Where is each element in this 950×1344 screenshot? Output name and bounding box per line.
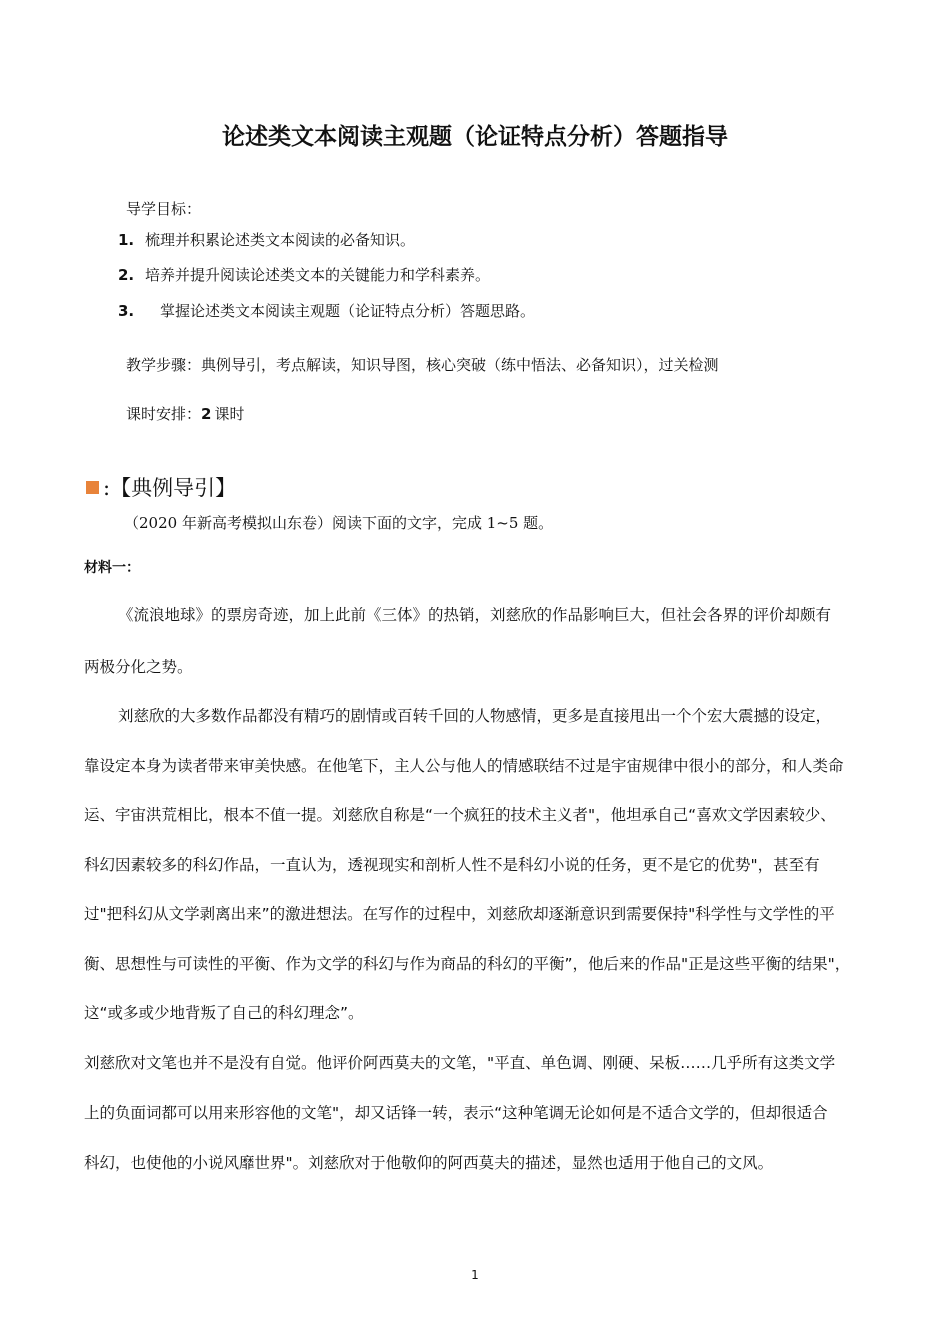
paragraph-line: 科幻，也使他的小说风靡世界"。刘慈欣对于他敬仰的阿西莫夫的描述，显然也适用于他自己的文风。 — [84, 1154, 774, 1172]
paragraph-line: 过"把科幻从文学剥离出来”的激进想法。在写作的过程中，刘慈欣却逐渐意识到需要保持"科学性与文学性的平 — [84, 905, 835, 923]
paragraph-line: 衡、思想性与可读性的平衡、作为文学的科幻与作为商品的科幻的平衡”，他后来的作品"正是这些平衡的结果"， — [84, 955, 851, 973]
paragraph-line: 刘慈欣的大多数作品都没有精巧的剧情或百转千回的人物感情，更多是直接甩出一个个宏大震撼的设定， — [118, 707, 832, 725]
goal-number: 1. — [118, 231, 135, 249]
paragraph-line: 两极分化之势。 — [84, 658, 193, 676]
goal-item-2 — [118, 264, 490, 285]
material-label: 材料一： — [84, 560, 140, 576]
goals-heading: 导学目标： — [126, 200, 202, 218]
goal-text: 掌握论述类文本阅读主观题（论证特点分析）答题思路。 — [160, 302, 536, 320]
orange-square-icon — [86, 481, 99, 494]
section-colon: : — [103, 476, 111, 500]
teaching-steps: 教学步骤：典例导引，考点解读，知识导图，核心突破（练中悟法、必备知识），过关检测 — [126, 356, 719, 374]
paragraph-line: 靠设定本身为读者带来审美快感。在他笔下，主人公与他人的情感联结不过是宇宙规律中很小的部分，和人类命 — [84, 757, 844, 775]
paragraph-line: 这“或多或少地背叛了自己的科幻理念”。 — [84, 1004, 364, 1022]
paragraph-line: 科幻因素较多的科幻作品，一直认为，透视现实和剖析人性不是科幻小说的任务，更不是它的优势"，甚至有 — [84, 856, 820, 874]
schedule-label: 课时安排： — [126, 405, 202, 423]
source-line: （2020 年新高考模拟山东卷）阅读下面的文字，完成 1~5 题。 — [124, 514, 554, 532]
paragraph-line: 上的负面词都可以用来形容他的文笔"，却又话锋一转，表示“这种笔调无论如何是不适合文学的，但却很适合 — [84, 1104, 828, 1122]
section-title: 【典例导引】 — [110, 476, 237, 500]
goal-item-3 — [118, 300, 535, 321]
goal-text: 培养并提升阅读论述类文本的关键能力和学科素养。 — [145, 266, 491, 284]
page-title: 论述类文本阅读主观题（论证特点分析）答题指导 — [222, 124, 728, 150]
paragraph-line: 《流浪地球》的票房奇迹，加上此前《三体》的热销，刘慈欣的作品影响巨大，但社会各界的评价却颇有 — [118, 606, 832, 624]
paragraph-line: 刘慈欣对文笔也并不是没有自觉。他评价阿西莫夫的文笔，"平直、单色调、刚硬、呆板……几乎所有这类文学 — [84, 1054, 836, 1072]
section-heading — [86, 472, 236, 502]
goal-item-1 — [118, 229, 415, 250]
goal-number: 3. — [118, 302, 135, 320]
goal-number: 2. — [118, 266, 135, 284]
schedule-unit: 课时 — [214, 405, 245, 423]
page-number: 1 — [471, 1268, 479, 1282]
goal-text: 梳理并积累论述类文本阅读的必备知识。 — [145, 231, 416, 249]
paragraph-line: 运、宇宙洪荒相比，根本不值一提。刘慈欣自称是“一个疯狂的技术主义者"，他坦承自己“喜欢文学因素较少、 — [84, 806, 836, 824]
class-schedule — [126, 403, 244, 424]
schedule-number: 2 — [201, 405, 212, 423]
